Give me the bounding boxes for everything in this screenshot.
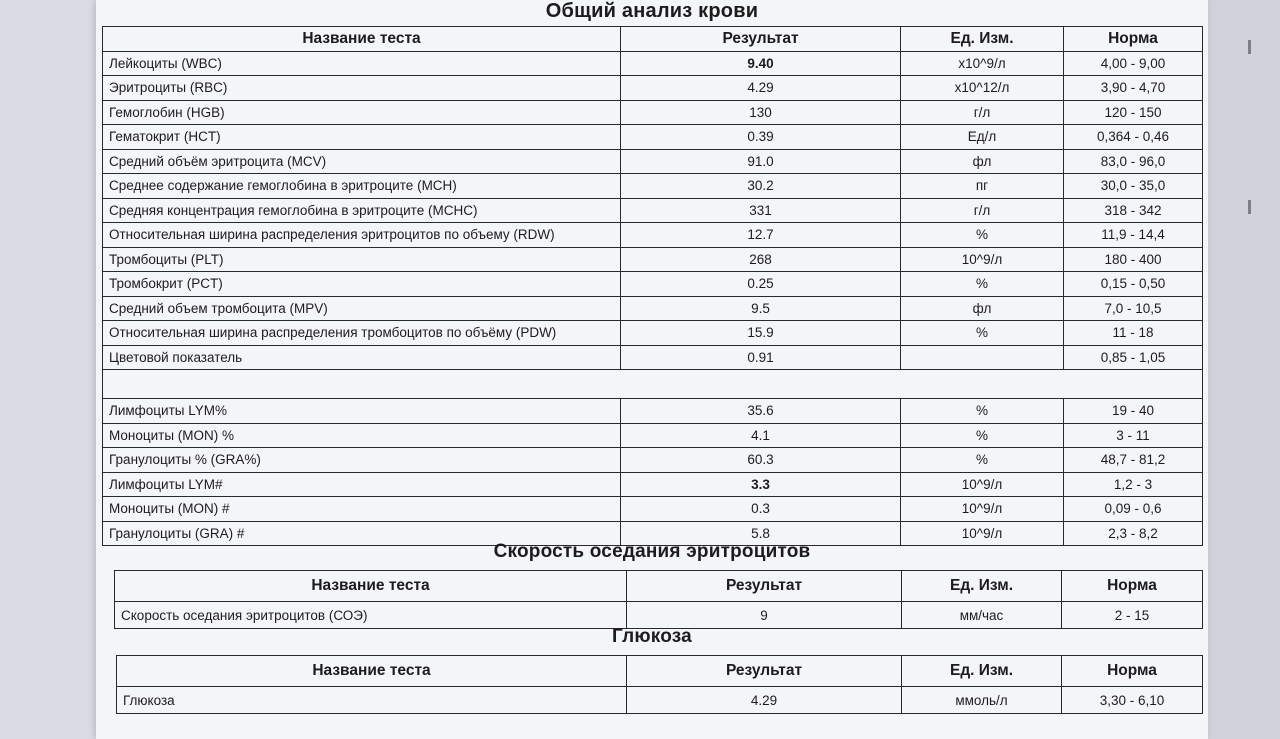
test-name: Лимфоциты LYM% <box>103 399 621 424</box>
test-name: Гематокрит (HCT) <box>103 125 621 150</box>
test-unit: 10^9/л <box>901 521 1064 546</box>
test-norm: 4,00 - 9,00 <box>1064 51 1203 76</box>
test-unit: % <box>901 423 1064 448</box>
table-row <box>103 100 1203 125</box>
table-row <box>103 149 1203 174</box>
table-row <box>103 448 1203 473</box>
header-test-name: Название теста <box>103 27 621 52</box>
test-unit: г/л <box>901 100 1064 125</box>
test-unit: x10^9/л <box>901 51 1064 76</box>
test-norm: 30,0 - 35,0 <box>1064 174 1203 199</box>
test-norm: 3,90 - 4,70 <box>1064 76 1203 101</box>
test-unit: 10^9/л <box>901 472 1064 497</box>
test-name: Тромбоциты (PLT) <box>103 247 621 272</box>
table-row <box>103 223 1203 248</box>
table-header-row <box>115 571 1203 602</box>
test-norm: 2,3 - 8,2 <box>1064 521 1203 546</box>
paper-clip-mark <box>1248 40 1251 54</box>
test-norm: 0,85 - 1,05 <box>1064 345 1203 370</box>
header-unit: Ед. Изм. <box>902 656 1062 687</box>
test-name: Лейкоциты (WBC) <box>103 51 621 76</box>
test-norm: 11,9 - 14,4 <box>1064 223 1203 248</box>
test-name: Тромбокрит (PCT) <box>103 272 621 297</box>
test-unit: фл <box>901 296 1064 321</box>
test-name: Скорость оседания эритроцитов (СОЭ) <box>115 602 627 629</box>
table-row <box>103 497 1203 522</box>
test-result: 30.2 <box>621 174 901 199</box>
table-row <box>103 272 1203 297</box>
background-strip <box>1208 0 1280 739</box>
spacer-cell <box>103 370 1203 399</box>
test-result: 91.0 <box>621 149 901 174</box>
test-norm: 7,0 - 10,5 <box>1064 296 1203 321</box>
test-result: 9 <box>627 602 902 629</box>
paper-clip-mark <box>1248 200 1251 214</box>
test-name: Лимфоциты LYM# <box>103 472 621 497</box>
test-result: 60.3 <box>621 448 901 473</box>
table-row <box>103 321 1203 346</box>
header-unit: Ед. Изм. <box>901 27 1064 52</box>
header-norm: Норма <box>1062 656 1203 687</box>
test-result: 0.39 <box>621 125 901 150</box>
test-result: 0.91 <box>621 345 901 370</box>
table-row <box>115 602 1203 629</box>
test-result: 4.29 <box>627 687 902 714</box>
test-result: 12.7 <box>621 223 901 248</box>
glucose-title: Глюкоза <box>612 626 692 647</box>
cbc-title: Общий анализ крови <box>545 0 759 22</box>
test-norm: 2 - 15 <box>1062 602 1203 629</box>
test-result: 5.8 <box>621 521 901 546</box>
test-result: 9.40 <box>621 51 901 76</box>
table-spacer-row <box>103 370 1203 399</box>
test-name: Средняя концентрация гемоглобина в эритроците (MCHC) <box>103 198 621 223</box>
test-name: Средний объем тромбоцита (MPV) <box>103 296 621 321</box>
table-header-row <box>103 27 1203 52</box>
table-row <box>103 51 1203 76</box>
test-unit: Ед/л <box>901 125 1064 150</box>
table-row <box>103 125 1203 150</box>
test-norm: 0,09 - 0,6 <box>1064 497 1203 522</box>
test-name: Эритроциты (RBC) <box>103 76 621 101</box>
test-norm: 3 - 11 <box>1064 423 1203 448</box>
table-row <box>103 198 1203 223</box>
header-result: Результат <box>627 571 902 602</box>
header-result: Результат <box>627 656 902 687</box>
test-norm: 318 - 342 <box>1064 198 1203 223</box>
header-test-name: Название теста <box>115 571 627 602</box>
table-header-row <box>117 656 1203 687</box>
test-norm: 180 - 400 <box>1064 247 1203 272</box>
test-result: 268 <box>621 247 901 272</box>
test-unit: 10^9/л <box>901 247 1064 272</box>
test-result: 3.3 <box>621 472 901 497</box>
test-result: 4.29 <box>621 76 901 101</box>
table-row <box>103 296 1203 321</box>
test-unit: г/л <box>901 198 1064 223</box>
test-result: 35.6 <box>621 399 901 424</box>
header-result: Результат <box>621 27 901 52</box>
test-result: 0.3 <box>621 497 901 522</box>
test-name: Средний объём эритроцита (MCV) <box>103 149 621 174</box>
test-norm: 3,30 - 6,10 <box>1062 687 1203 714</box>
esr-title: Скорость оседания эритроцитов <box>493 541 811 562</box>
test-name: Гемоглобин (HGB) <box>103 100 621 125</box>
test-unit: 10^9/л <box>901 497 1064 522</box>
header-norm: Норма <box>1062 571 1203 602</box>
esr-table <box>114 570 1203 629</box>
test-norm: 0,15 - 0,50 <box>1064 272 1203 297</box>
test-name: Относительная ширина распределения тромбоцитов по объёму (PDW) <box>103 321 621 346</box>
test-norm: 0,364 - 0,46 <box>1064 125 1203 150</box>
test-name: Среднее содержание гемоглобина в эритроците (MCH) <box>103 174 621 199</box>
test-result: 9.5 <box>621 296 901 321</box>
cbc-table <box>102 26 1203 546</box>
glucose-table <box>116 655 1203 714</box>
test-result: 130 <box>621 100 901 125</box>
table-row <box>103 423 1203 448</box>
test-norm: 11 - 18 <box>1064 321 1203 346</box>
table-row <box>103 76 1203 101</box>
test-unit: % <box>901 321 1064 346</box>
table-row <box>103 472 1203 497</box>
header-test-name: Название теста <box>117 656 627 687</box>
test-name: Гранулоциты (GRA) # <box>103 521 621 546</box>
test-result: 331 <box>621 198 901 223</box>
test-name: Цветовой показатель <box>103 345 621 370</box>
test-unit <box>901 345 1064 370</box>
table-row <box>117 687 1203 714</box>
test-norm: 48,7 - 81,2 <box>1064 448 1203 473</box>
test-result: 4.1 <box>621 423 901 448</box>
test-result: 0.25 <box>621 272 901 297</box>
header-unit: Ед. Изм. <box>902 571 1062 602</box>
test-unit: % <box>901 399 1064 424</box>
test-norm: 83,0 - 96,0 <box>1064 149 1203 174</box>
test-result: 15.9 <box>621 321 901 346</box>
test-name: Гранулоциты % (GRA%) <box>103 448 621 473</box>
test-unit: % <box>901 223 1064 248</box>
test-unit: мм/час <box>902 602 1062 629</box>
test-norm: 1,2 - 3 <box>1064 472 1203 497</box>
lab-report-sheet <box>96 0 1208 739</box>
test-unit: % <box>901 448 1064 473</box>
test-norm: 19 - 40 <box>1064 399 1203 424</box>
test-name: Моноциты (MON) % <box>103 423 621 448</box>
test-unit: пг <box>901 174 1064 199</box>
test-unit: x10^12/л <box>901 76 1064 101</box>
test-unit: ммоль/л <box>902 687 1062 714</box>
test-name: Относительная ширина распределения эритроцитов по объему (RDW) <box>103 223 621 248</box>
table-row <box>103 247 1203 272</box>
table-row <box>103 345 1203 370</box>
table-row <box>103 399 1203 424</box>
test-name: Глюкоза <box>117 687 627 714</box>
test-name: Моноциты (MON) # <box>103 497 621 522</box>
test-norm: 120 - 150 <box>1064 100 1203 125</box>
header-norm: Норма <box>1064 27 1203 52</box>
table-row <box>103 174 1203 199</box>
test-unit: фл <box>901 149 1064 174</box>
test-unit: % <box>901 272 1064 297</box>
